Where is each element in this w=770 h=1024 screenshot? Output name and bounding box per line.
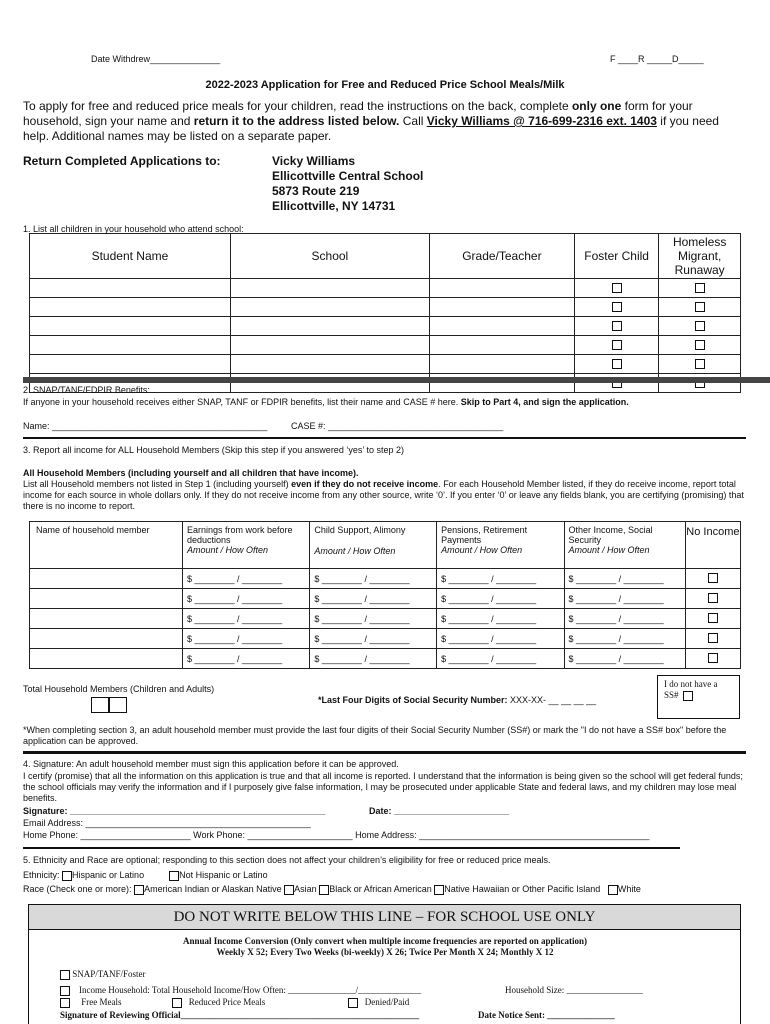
table-row <box>30 336 741 355</box>
date-field[interactable]: Date: _______________________ <box>369 806 510 816</box>
col-pensions: Pensions, Retirement Payments Amount / How Often <box>437 522 564 569</box>
table-row <box>30 317 741 336</box>
phone-address-fields[interactable]: Home Phone: ______________________ Work Phone: _____________________ Home Address: ______________________________________________ <box>23 830 650 840</box>
children-table <box>29 233 741 393</box>
total-members-box-1[interactable] <box>91 697 109 713</box>
email-field[interactable]: Email Address: _____________________________________________ <box>23 818 311 828</box>
step3-instructions: List all Household members not listed in Step 1 (including yourself) even if they do not receive income. For each Household Member listed, if they do receive income, report total income for each source in whole dollars only. If they do not receive income from any other source, write ‘0’. If you enter ‘0’ or leave any fields blank, you are certifying (promising) that there is no income to report. <box>23 479 744 511</box>
snap-checkbox[interactable] <box>60 970 70 980</box>
contact-info: Vicky Williams @ 716-699-2316 ext. 1403 <box>426 114 657 128</box>
col-homeless: Homeless Migrant, Runaway <box>659 234 741 279</box>
foster-checkbox[interactable] <box>612 340 622 350</box>
homeless-checkbox[interactable] <box>695 321 705 331</box>
table-row: $ ________ / ________ $ ________ / ________ $ ________ / ________ $ ________ / ________ <box>30 589 741 609</box>
table-row: $ ________ / ________ $ ________ / ________ $ ________ / ________ $ ________ / ________ <box>30 649 741 669</box>
race-pacific-islander-checkbox[interactable] <box>434 885 444 895</box>
table-row: $ ________ / ________ $ ________ / ________ $ ________ / ________ $ ________ / ________ <box>30 569 741 589</box>
no-ssn-box: I do not have a SS# <box>657 675 740 719</box>
free-meals-checkbox[interactable] <box>60 998 70 1008</box>
table-row <box>30 355 741 374</box>
free-meals-option: Free Meals <box>60 997 122 1008</box>
col-earnings: Earnings from work before deductions Amount / How Often <box>183 522 310 569</box>
step2-label: 2. SNAP/TANF/FDPIR Benefits: <box>23 385 150 395</box>
table-row: $ ________ / ________ $ ________ / ________ $ ________ / ________ $ ________ / ________ <box>30 629 741 649</box>
col-foster-child: Foster Child <box>574 234 658 279</box>
hispanic-checkbox[interactable] <box>62 871 72 881</box>
reviewing-official-signature[interactable]: Signature of Reviewing Official_____________________________________________________ <box>60 1010 420 1020</box>
no-income-checkbox[interactable] <box>708 653 718 663</box>
step3-heading: All Household Members (including yourself and all children that have income). <box>23 468 359 478</box>
no-ssn-checkbox[interactable] <box>683 691 693 701</box>
foster-checkbox[interactable] <box>612 283 622 293</box>
step4-label: 4. Signature: An adult household member must sign this application before it can be approved. <box>23 759 399 769</box>
col-school: School <box>230 234 429 279</box>
col-member-name: Name of household member <box>30 522 183 569</box>
col-other-income: Other Income, Social Security Amount / How Often <box>564 522 685 569</box>
income-household-option: Income Household: Total Household Income/How Often: _______________/______________ <box>60 985 421 996</box>
homeless-checkbox[interactable] <box>695 283 705 293</box>
signature-field[interactable]: Signature: ___________________________________________________ <box>23 806 326 816</box>
homeless-checkbox[interactable] <box>695 302 705 312</box>
col-no-income: No Income <box>685 522 740 569</box>
step1-label: 1. List all children in your household who attend school: <box>23 224 244 234</box>
denied-checkbox[interactable] <box>348 998 358 1008</box>
reduced-checkbox[interactable] <box>172 998 182 1008</box>
total-members-label: Total Household Members (Children and Adults) <box>23 684 215 694</box>
case-number-field[interactable]: CASE #: ___________________________________ <box>291 421 504 431</box>
no-income-checkbox[interactable] <box>708 573 718 583</box>
intro-paragraph: To apply for free and reduced price meals for your children, read the instructions on the back, complete only one form for your household, sign your name and return it to the address listed below. Call Vicky Williams @ 716-699-2316 ext. 1403 if you need help. Additional names may be listed on a separate paper. <box>23 99 719 143</box>
total-members-box-2[interactable] <box>109 697 127 713</box>
date-withdrew: Date Withdrew______________ <box>91 54 221 64</box>
table-row <box>30 298 741 317</box>
income-table <box>29 521 741 669</box>
return-label: Return Completed Applications to: <box>23 154 221 168</box>
children-table-header <box>30 234 741 279</box>
ssn-note: *When completing section 3, an adult household member must provide the last four digits of their Social Security Number (SS#) or mark the "I do not have a SS# box" before the application can be approved. <box>23 725 727 746</box>
race-american-indian-checkbox[interactable] <box>134 885 144 895</box>
income-table-header <box>30 522 741 569</box>
foster-checkbox[interactable] <box>612 359 622 369</box>
form-title: 2022-2023 Application for Free and Reduced Price School Meals/Milk <box>205 79 565 91</box>
race-white-checkbox[interactable] <box>608 885 618 895</box>
return-address: Vicky Williams Ellicottville Central School 5873 Route 219 Ellicottville, NY 14731 <box>272 154 424 213</box>
reduced-option: Reduced Price Meals <box>172 997 265 1008</box>
table-row <box>30 279 741 298</box>
snap-name-field[interactable]: Name: ___________________________________________ <box>23 421 268 431</box>
foster-checkbox[interactable] <box>612 302 622 312</box>
ssn-field[interactable]: *Last Four Digits of Social Security Number: XXX-XX- __ __ __ __ <box>318 695 597 705</box>
col-student-name: Student Name <box>30 234 231 279</box>
col-child-support: Child Support, Alimony Amount / How Often <box>310 522 437 569</box>
denied-option: Denied/Paid <box>348 997 409 1008</box>
homeless-checkbox[interactable] <box>695 340 705 350</box>
section-divider <box>23 377 770 383</box>
snap-option: SNAP/TANF/Foster <box>60 969 146 980</box>
foster-checkbox[interactable] <box>612 321 622 331</box>
col-grade-teacher: Grade/Teacher <box>429 234 574 279</box>
section-divider <box>23 751 746 754</box>
household-size-field[interactable]: Household Size: _________________ <box>505 985 643 995</box>
frd-codes: F ____R _____D_____ <box>610 54 704 64</box>
step5-label: 5. Ethnicity and Race are optional; responding to this section does not affect your children’s eligibility for free or reduced price meals. <box>23 855 551 865</box>
conversion-rates: Weekly X 52; Every Two Weeks (bi-weekly) X 26; Twice Per Month X 24; Monthly X 12 <box>216 947 554 957</box>
race-row: Race (Check one or more): American Indian or Alaskan Native Asian Black or African American Native Hawaiian or Other Pacific Island White <box>23 884 641 894</box>
not-hispanic-checkbox[interactable] <box>169 871 179 881</box>
date-notice-sent[interactable]: Date Notice Sent: _______________ <box>478 1010 615 1020</box>
race-black-checkbox[interactable] <box>319 885 329 895</box>
no-income-checkbox[interactable] <box>708 613 718 623</box>
section-divider <box>23 847 680 849</box>
section-divider <box>23 437 746 439</box>
step3-label: 3. Report all income for ALL Household Members (Skip this step if you answered ‘yes’ to step 2) <box>23 445 405 455</box>
step2-text: If anyone in your household receives either SNAP, TANF or FDPIR benefits, list their name and CASE # here. Skip to Part 4, and sign the application. <box>23 397 629 407</box>
no-income-checkbox[interactable] <box>708 633 718 643</box>
conversion-title: Annual Income Conversion (Only convert when multiple income frequencies are reported on application) <box>183 936 587 946</box>
ethnicity-row: Ethnicity: Hispanic or Latino Not Hispanic or Latino <box>23 870 268 880</box>
certification-text: I certify (promise) that all the information on this application is true and that all income is reported. I understand that the information is being given so the school will get federal funds; the school officials may verify the information and if I purposely give false information, I may be prosecuted under applicable State and federal laws, and my children may lose meal benefits. <box>23 771 743 803</box>
race-asian-checkbox[interactable] <box>284 885 294 895</box>
homeless-checkbox[interactable] <box>695 359 705 369</box>
no-income-checkbox[interactable] <box>708 593 718 603</box>
office-use-banner: DO NOT WRITE BELOW THIS LINE – FOR SCHOOL USE ONLY <box>28 904 741 930</box>
income-household-checkbox[interactable] <box>60 986 70 996</box>
table-row: $ ________ / ________ $ ________ / ________ $ ________ / ________ $ ________ / ________ <box>30 609 741 629</box>
